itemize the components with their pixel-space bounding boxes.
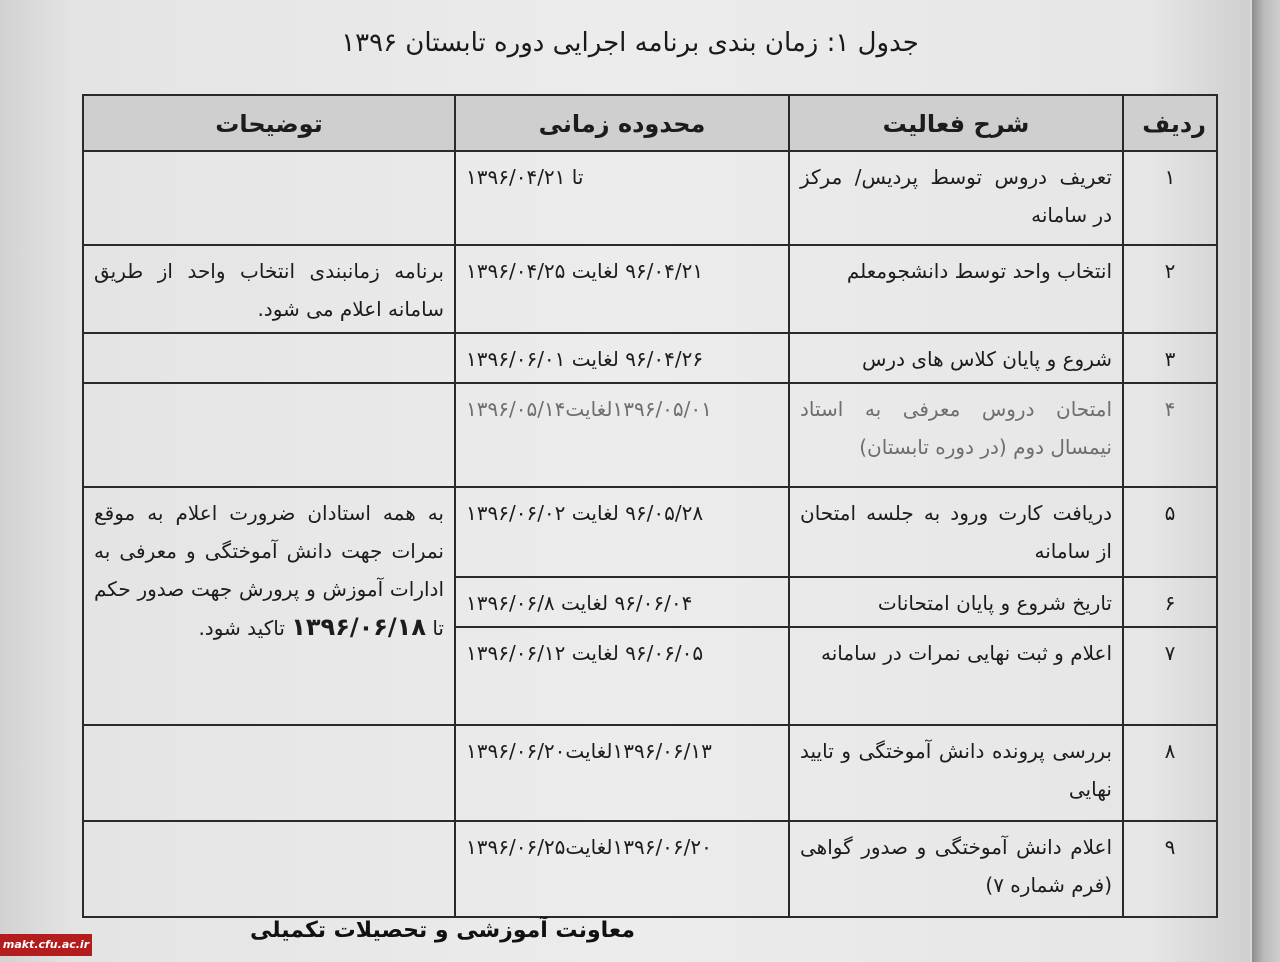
row-number: ۲ bbox=[1123, 245, 1217, 333]
activity-cell: اعلام و ثبت نهایی نمرات در سامانه bbox=[789, 627, 1123, 725]
merged-note-suffix: تاکید شود. bbox=[198, 616, 285, 640]
header-activity: شرح فعالیت bbox=[789, 95, 1123, 151]
row-number: ۳ bbox=[1123, 333, 1217, 383]
notes-cell bbox=[83, 725, 455, 821]
time-range-cell: ۹۶/۰۴/۲۶ لغایت ۱۳۹۶/۰۶/۰۱ bbox=[455, 333, 789, 383]
activity-cell: تاریخ شروع و پایان امتحانات bbox=[789, 577, 1123, 627]
table-row bbox=[83, 383, 1217, 487]
notes-cell bbox=[83, 821, 455, 917]
watermark-ribbon: makt.cfu.ac.ir bbox=[0, 934, 92, 956]
notes-cell bbox=[83, 383, 455, 487]
table-row bbox=[83, 487, 1217, 577]
activity-cell: امتحان دروس معرفی به استاد نیمسال دوم (در دوره تابستان) bbox=[789, 383, 1123, 487]
merged-note-text: به همه استادان ضرورت اعلام به موقع نمرات جهت دانش آموختگی و معرفی به ادارات آموزش و پرورش جهت صدور حکم تا bbox=[94, 501, 444, 640]
footer-signature bbox=[250, 918, 1280, 943]
activity-cell: بررسی پرونده دانش آموختگی و تایید نهایی bbox=[789, 725, 1123, 821]
row-number: ۴ bbox=[1123, 383, 1217, 487]
notes-cell bbox=[83, 333, 455, 383]
header-row bbox=[83, 95, 1217, 151]
schedule-table bbox=[82, 94, 1218, 918]
activity-cell: انتخاب واحد توسط دانشجومعلم bbox=[789, 245, 1123, 333]
time-range-cell: ۱۳۹۶/۰۶/۲۰لغایت۱۳۹۶/۰۶/۲۵ bbox=[455, 821, 789, 917]
row-number: ۱ bbox=[1123, 151, 1217, 245]
row-number: ۵ bbox=[1123, 487, 1217, 577]
row-number: ۹ bbox=[1123, 821, 1217, 917]
table-row bbox=[83, 821, 1217, 917]
activity-cell: اعلام دانش آموختگی و صدور گواهی (فرم شماره ۷) bbox=[789, 821, 1123, 917]
footer-text: معاونت آموزشی و تحصیلات تکمیلی bbox=[250, 918, 635, 943]
table-row bbox=[83, 333, 1217, 383]
table-row bbox=[83, 151, 1217, 245]
merged-note-date: ۱۳۹۶/۰۶/۱۸ bbox=[291, 613, 426, 641]
notes-cell bbox=[83, 151, 455, 245]
merged-notes-cell bbox=[83, 487, 455, 725]
activity-cell: شروع و پایان کلاس های درس bbox=[789, 333, 1123, 383]
header-row-number: ردیف bbox=[1123, 95, 1217, 151]
table-row bbox=[83, 245, 1217, 333]
time-range-cell: ۹۶/۰۴/۲۱ لغایت ۱۳۹۶/۰۴/۲۵ bbox=[455, 245, 789, 333]
page-edge-shadow bbox=[1252, 0, 1280, 962]
header-notes: توضیحات bbox=[83, 95, 455, 151]
time-range-cell: ۱۳۹۶/۰۶/۱۳لغایت۱۳۹۶/۰۶/۲۰ bbox=[455, 725, 789, 821]
notes-cell: برنامه زمانبندی انتخاب واحد از طریق سامانه اعلام می شود. bbox=[83, 245, 455, 333]
table-row bbox=[83, 725, 1217, 821]
row-number: ۸ bbox=[1123, 725, 1217, 821]
time-range-cell: ۱۳۹۶/۰۵/۰۱لغایت۱۳۹۶/۰۵/۱۴ bbox=[455, 383, 789, 487]
activity-cell: تعریف دروس توسط پردیس/ مرکز در سامانه bbox=[789, 151, 1123, 245]
row-number: ۶ bbox=[1123, 577, 1217, 627]
time-range-cell: تا ۱۳۹۶/۰۴/۲۱ bbox=[455, 151, 789, 245]
row-number: ۷ bbox=[1123, 627, 1217, 725]
header-time-range: محدوده زمانی bbox=[455, 95, 789, 151]
time-range-cell: ۹۶/۰۶/۰۵ لغایت ۱۳۹۶/۰۶/۱۲ bbox=[455, 627, 789, 725]
activity-cell: دریافت کارت ورود به جلسه امتحان از سامانه bbox=[789, 487, 1123, 577]
time-range-cell: ۹۶/۰۶/۰۴ لغایت ۱۳۹۶/۰۶/۸ bbox=[455, 577, 789, 627]
table-title: جدول ۱: زمان بندی برنامه اجرایی دوره تابستان ۱۳۹۶ bbox=[341, 28, 919, 58]
time-range-cell: ۹۶/۰۵/۲۸ لغایت ۱۳۹۶/۰۶/۰۲ bbox=[455, 487, 789, 577]
